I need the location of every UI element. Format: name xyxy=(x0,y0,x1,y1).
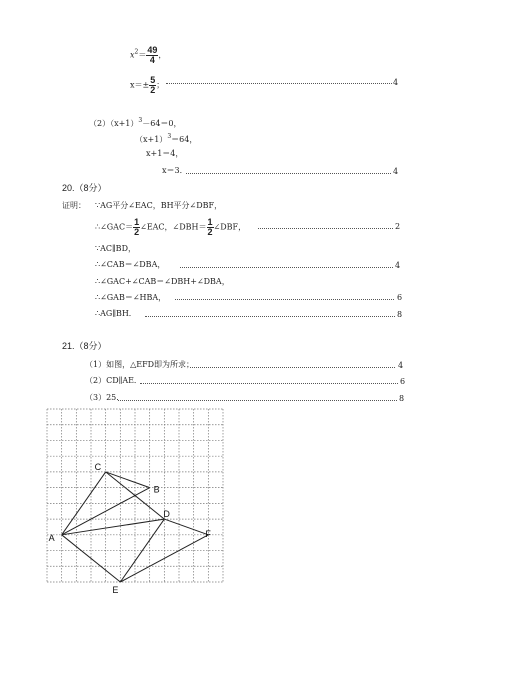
point-label-F: F xyxy=(205,528,211,539)
dot-leader xyxy=(180,267,393,268)
eq-part2-line2: $(x+1)^3=64$， xyxy=(135,133,198,144)
q21-line-3: （3）25． xyxy=(85,393,125,402)
fraction-half: $\frac{1}{2}$ xyxy=(207,217,213,237)
segment-CB xyxy=(106,472,150,488)
score-mark: 4 xyxy=(393,78,399,87)
dot-leader xyxy=(166,83,392,84)
score-mark: 8 xyxy=(397,310,403,319)
grid-figure xyxy=(46,408,224,595)
dot-leader xyxy=(118,400,397,401)
dot-leader xyxy=(258,228,393,229)
eq-part2-line3: x+1＝4， xyxy=(146,149,184,158)
segment-ED xyxy=(120,519,164,582)
point-label-B: B xyxy=(153,484,160,495)
score-mark: 4 xyxy=(393,167,399,176)
proof-line-6: ∴∠GAB＝∠HBA， xyxy=(95,293,167,302)
fraction-half: $\frac{1}{2}$ xyxy=(134,217,140,237)
point-label-D: D xyxy=(163,509,170,520)
score-mark: 8 xyxy=(399,394,405,403)
segment-DF xyxy=(164,519,208,535)
proof-line-4: ∴∠CAB＝∠DBA， xyxy=(95,260,166,269)
score-mark: 2 xyxy=(395,222,401,231)
dot-leader xyxy=(190,367,395,368)
eq-x-plusminus: x＝± $\frac{5}{2}$ ； xyxy=(130,75,165,95)
point-label-A: A xyxy=(48,532,55,543)
fraction-5-2: $\frac{5}{2}$ xyxy=(150,75,156,95)
eq-part2-line1: $(2)(x+1)^3-64=0$， xyxy=(89,117,182,128)
proof-line-5: ∴∠GAC+∠CAB＝∠DBH+∠DBA， xyxy=(95,277,230,286)
score-mark: 6 xyxy=(400,377,406,386)
dot-leader xyxy=(140,383,398,384)
score-mark: 6 xyxy=(397,293,403,302)
dot-leader xyxy=(175,299,394,300)
proof-line-2: ∴∠GAC＝ $\frac{1}{2}$ ∠EAC，∠DBH＝ $\frac{1}{2}$ ∠DBF， xyxy=(95,217,247,237)
q21-header: 21.（8分） xyxy=(62,341,107,351)
score-mark: 4 xyxy=(395,261,401,270)
proof-line-1: ∵AG平分∠EAC，BH平分∠DBF， xyxy=(95,201,223,210)
eq-x-squared: $x^2=$ $\frac{49}{4}$ ， xyxy=(130,45,167,65)
point-label-E: E xyxy=(112,585,119,595)
eq-part2-line4: x＝3． xyxy=(162,166,188,175)
proof-label: 证明： xyxy=(62,201,86,210)
fraction-49-4: $\frac{49}{4}$ xyxy=(147,45,158,65)
score-mark: 4 xyxy=(398,361,404,370)
q20-header: 20.（8分） xyxy=(62,183,107,193)
q21-line-1: （1）如图，△EFD即为所求； xyxy=(85,360,195,369)
dot-leader xyxy=(186,173,391,174)
dot-leader xyxy=(145,316,395,317)
proof-line-3: ∵AC∥BD， xyxy=(95,244,136,253)
point-label-C: C xyxy=(94,461,102,472)
proof-line-7: ∴AG∥BH． xyxy=(95,309,137,318)
q21-line-2: （2）CD∥AE． xyxy=(85,376,142,385)
